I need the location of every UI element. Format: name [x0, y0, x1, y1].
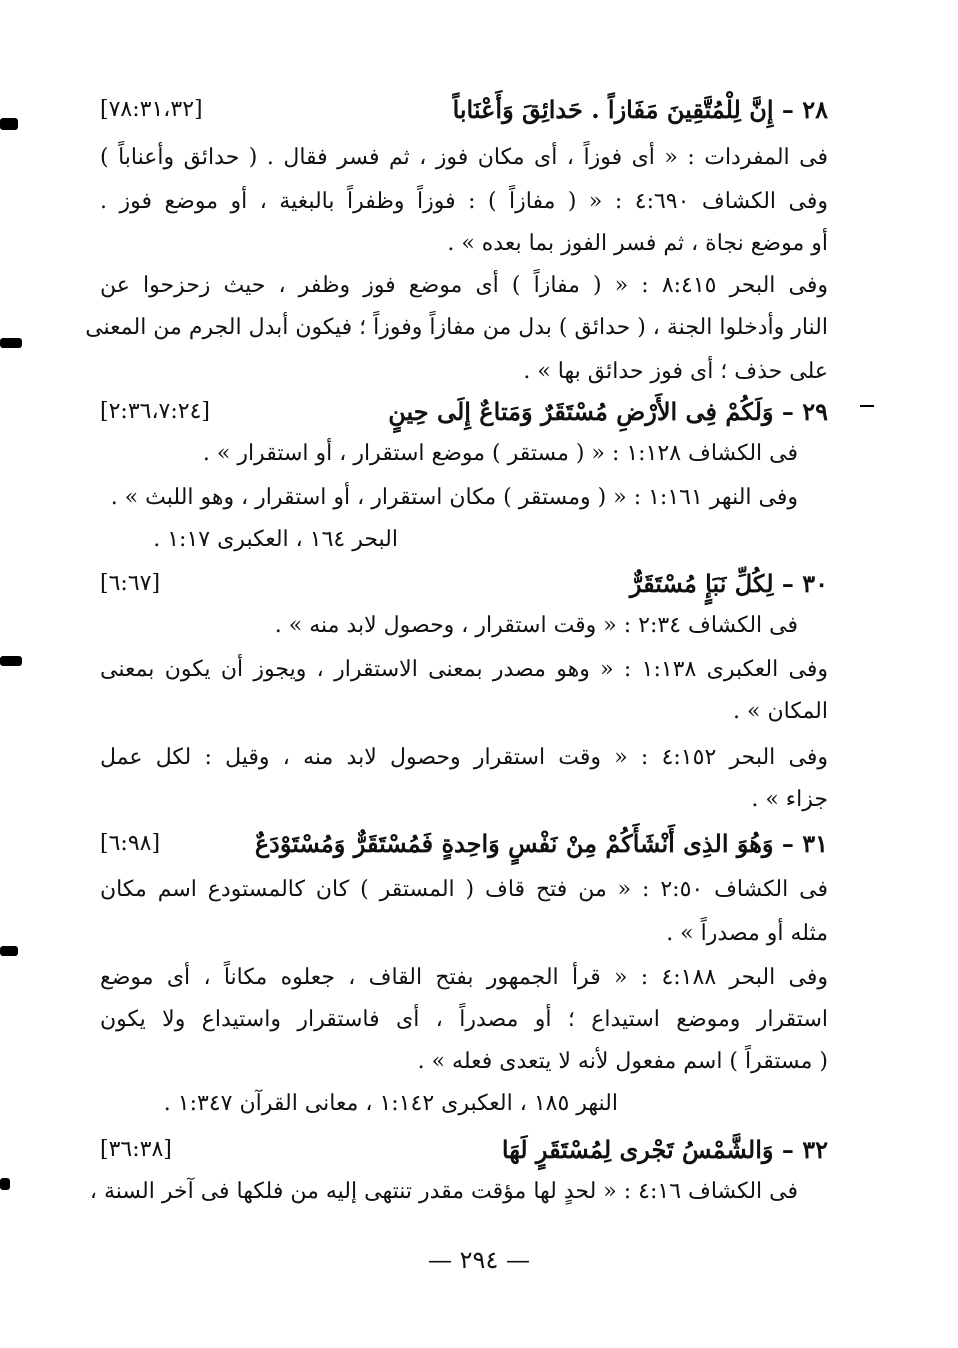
- text-line: مثله أو مصدراً » .: [666, 921, 828, 946]
- text-line: فى المفردات : « أى فوزاً ، أى مكان فوز ، ثم فسر فقال . ( حدائق وأعناباً ): [100, 145, 828, 170]
- text-line: على حذف ؛ أى فوز حدائق بها » .: [523, 359, 828, 384]
- margin-mark: [0, 656, 22, 666]
- text-line: استقرار وموضع استيداع ؛ أو مصدراً ، أى فاستقرار واستيداع ولا يكون: [100, 1007, 828, 1032]
- verse-reference: [٦:٩٨]: [100, 831, 161, 856]
- verse-text: ٣٢ – وَالشَّمْسُ تَجْرى لِمُسْتَقَرٍ لَهَا: [501, 1135, 828, 1164]
- text-line: وفى البحر ٨:٤١٥ : « ( مفازاً ) أى موضع فوز وظفر ، حيث زحزحوا عن: [100, 273, 828, 298]
- margin-mark: [0, 1178, 10, 1190]
- text-line: وفى البحر ٤:١٥٢ : « وقت استقرار وحصول لابد منه ، وقيل : لكل عمل: [100, 745, 828, 770]
- text-line: فى الكشاف ٤:١٦ : « لحدٍ لها مؤقت مقدر تنتهى إليه من فلكها فى آخر السنة ،: [89, 1179, 798, 1204]
- verse-reference: [٧٨:٣١،٣٢]: [100, 97, 203, 122]
- text-line: فى الكشاف ١:١٢٨ : « ( مستقر ) موضع استقرار ، أو استقرار » .: [202, 441, 798, 466]
- text-line: وفى البحر ٤:١٨٨ : « قرأ الجمهور بفتح القاف ، جعلوه مكاناً ، أى موضع: [100, 965, 828, 990]
- verse-text: ٢٨ – إِنَّ لِلْمُتَّقِينَ مَفَازاً . حَدائِقَ وَأَعْنَاباً: [452, 95, 828, 124]
- text-line: فى الكشاف ٢:٥٠ : « من فتح قاف ( المستقر ) كان كالمستودع اسم مكان: [100, 877, 828, 902]
- margin-mark: [0, 338, 22, 348]
- page-number: — ٢٩٤ —: [428, 1246, 530, 1274]
- verse-reference: [٦:٦٧]: [100, 571, 161, 596]
- verse-text: ٣١ – وَهُوَ الذِى أَنْشَأَكُمْ مِنْ نَفْسٍ وَاحِدةٍ فَمُسْتَقَرٌّ وَمُسْتَوْدَعٌ: [254, 829, 828, 858]
- verse-reference: [٢:٣٦،٧:٢٤]: [100, 399, 211, 424]
- verse-reference: [٣٦:٣٨]: [100, 1137, 172, 1162]
- verse-entry-31: [100, 822, 828, 866]
- text-line: النهر ١٨٥ ، العكبرى ١:١٤٢ ، معانى القرآن ١:٣٤٧ .: [163, 1091, 618, 1116]
- verse-text: ٢٩ – وَلَكُمْ فِى الأَرْضِ مُسْتَقَرٌ وَمَتاعٌ إِلَى حِينٍ: [388, 397, 828, 426]
- verse-text: ٣٠ – لِكُلِّ نَبَإٍ مُسْتَقَرٌّ: [629, 569, 828, 598]
- text-line: جزاء » .: [751, 787, 828, 812]
- margin-mark: [0, 946, 18, 956]
- text-line: وفى الكشاف ٤:٦٩٠ : « ( مفازاً ) : فوزاً وظفراً بالبغية ، أو موضع فوز .: [100, 189, 828, 214]
- verse-entry-28: [100, 88, 828, 132]
- text-line: وفى العكبرى ١:١٣٨ : « وهو مصدر بمعنى الاستقرار ، ويجوز أن يكون بمعنى: [100, 657, 828, 682]
- verse-entry-29: [100, 390, 828, 434]
- text-line: النار وأدخلوا الجنة ، ( حدائق ) بدل من مفازاً وفوزاً ؛ فيكون أبدل الجرم من المعنى: [85, 315, 828, 340]
- margin-mark: [0, 118, 18, 130]
- text-line: البحر ١٦٤ ، العكبرى ١:١٧ .: [153, 527, 398, 552]
- text-line: أو موضع نجاة ، ثم فسر الفوز بما بعده » .: [447, 231, 828, 256]
- verse-entry-32: [100, 1128, 828, 1172]
- text-line: وفى النهر ١:١٦١ : « ( ومستقر ) مكان استقرار ، أو استقرار ، وهو اللبث » .: [110, 485, 798, 510]
- text-line: ( مستقراً ) اسم مفعول لأنه لا يتعدى فعله » .: [417, 1049, 828, 1074]
- text-line: المكان » .: [733, 699, 828, 724]
- margin-dash: [860, 405, 874, 407]
- text-line: فى الكشاف ٢:٣٤ : « وقت استقرار ، وحصول لابد منه » .: [274, 613, 798, 638]
- verse-entry-30: [100, 562, 828, 606]
